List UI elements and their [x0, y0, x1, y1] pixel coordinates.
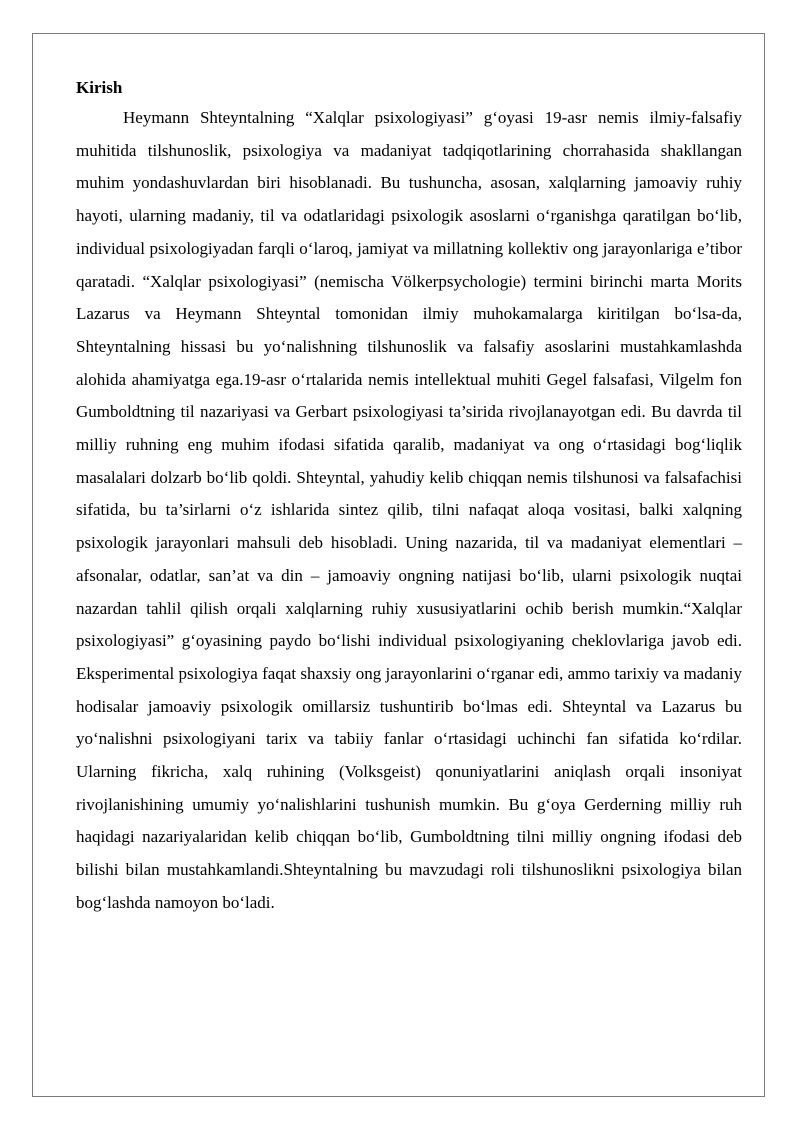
document-body	[76, 74, 742, 920]
section-heading: Kirish	[76, 78, 123, 97]
body-paragraph: Heymann Shteyntalning “Xalqlar psixologiyasi” g‘oyasi 19-asr nemis ilmiy-falsafiy muhitida tilshunoslik, psixologiya va madaniyat tadqiqotlarining chorrahasida shakllangan muhim yondashuvlardan biri hisoblanadi. Bu tushuncha, asosan, xalqlarning jamoaviy ruhiy hayoti, ularning madaniy, til va odatlaridagi psixologik asoslarni o‘rganishga qaratilgan bo‘lib, individual psixologiyadan farqli o‘laroq, jamiyat va millatning kollektiv ong jarayonlariga e’tibor qaratadi. “Xalqlar psixologiyasi” (nemischa Völkerpsychologie) termini birinchi marta Morits Lazarus va Heymann Shteyntal tomonidan ilmiy muhokamalarga kiritilgan bo‘lsa-da, Shteyntalning hissasi bu yo‘nalishning tilshunoslik va falsafiy asoslarini mustahkamlashda alohida ahamiyatga ega.19-asr o‘rtalarida nemis intellektual muhiti Gegel falsafasi, Vilgelm fon Gumboldtning til nazariyasi va Gerbart psixologiyasi ta’sirida rivojlanayotgan edi. Bu davrda til milliy ruhning eng muhim ifodasi sifatida qaralib, madaniyat va ong o‘rtasidagi bog‘liqlik masalalari dolzarb bo‘lib qoldi. Shteyntal, yahudiy kelib chiqqan nemis tilshunosi va falsafachisi sifatida, bu ta’sirlarni o‘z ishlarida sintez qilib, tilni nafaqat aloqa vositasi, balki xalqning psixologik jarayonlari mahsuli deb hisobladi. Uning nazarida, til va madaniyat elementlari – afsonalar, odatlar, san’at va din – jamoaviy ongning natijasi bo‘lib, ularni psixologik nuqtai nazardan tahlil qilish orqali xalqlarning ruhiy xususiyatlarini ochib berish mumkin.“Xalqlar psixologiyasi” g‘oyasining paydo bo‘lishi individual psixologiyaning cheklovlariga javob edi. Eksperimental psixologiya faqat shaxsiy ong jarayonlarini o‘rganar edi, ammo tarixiy va madaniy hodisalar jamoaviy psixologik omillarsiz tushuntirib bo‘lmas edi. Shteyntal va Lazarus bu yo‘nalishni psixologiyani tarix va tabiiy fanlar o‘rtasidagi uchinchi fan sifatida ko‘rdilar. Ularning fikricha, xalq ruhining (Volksgeist) qonuniyatlarini aniqlash orqali insoniyat rivojlanishining umumiy yo‘nalishlarini tushunish mumkin. Bu g‘oya Gerderning milliy ruh haqidagi nazariyalaridan kelib chiqqan bo‘lib, Gumboldtning tilni milliy ongning ifodasi deb bilishi bilan mustahkamlandi.Shteyntalning bu mavzudagi roli tilshunoslikni psixologiya bilan bog‘lashda namoyon bo‘ladi.	[76, 108, 742, 912]
